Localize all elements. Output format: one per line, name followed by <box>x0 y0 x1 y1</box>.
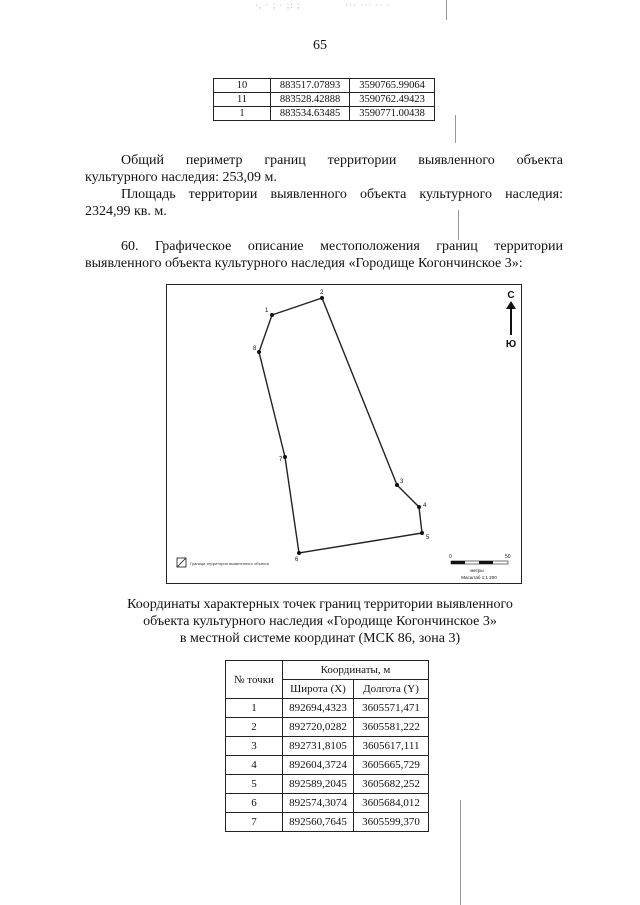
table-row <box>226 775 429 794</box>
y-cell: 3590765.99064 <box>350 79 435 93</box>
map-label-3: 3 <box>400 479 404 485</box>
point-cell: 3 <box>226 737 283 756</box>
point-cell: 4 <box>226 756 283 775</box>
x-cell: 892694,4323 <box>283 699 354 718</box>
caption-line-2: объекта культурного наследия «Городище Когончинское 3» <box>143 614 497 629</box>
map-point-5 <box>420 531 424 535</box>
point-cell: 10 <box>214 79 271 93</box>
map-point-6 <box>297 551 301 555</box>
map-point-2 <box>320 296 324 300</box>
map-point-7 <box>283 455 287 459</box>
scan-line-top <box>446 0 447 20</box>
y-cell: 3605571,471 <box>354 699 429 718</box>
scan-line-bottom <box>460 800 461 905</box>
map-label-1: 1 <box>265 308 269 314</box>
compass-north-label: С <box>507 290 515 301</box>
scan-line-mid <box>455 115 456 143</box>
map-label-6: 6 <box>295 557 299 563</box>
map-label-4: 4 <box>423 503 427 509</box>
scale-end: 50 <box>505 554 511 560</box>
section-60-heading <box>85 238 563 272</box>
map-label-7: 7 <box>279 457 283 463</box>
table-row <box>214 107 435 121</box>
x-cell: 883528.42888 <box>271 93 350 107</box>
x-cell: 892589,2045 <box>283 775 354 794</box>
y-cell: 3605617,111 <box>354 737 429 756</box>
boundary-polygon <box>259 298 422 553</box>
y-cell: 3605665,729 <box>354 756 429 775</box>
x-cell: 892604,3724 <box>283 756 354 775</box>
point-cell: 2 <box>226 718 283 737</box>
point-cell: 5 <box>226 775 283 794</box>
boundary-map-svg <box>167 285 521 583</box>
map-point-3 <box>395 483 399 487</box>
map-label-8: 8 <box>253 346 257 352</box>
map-point-1 <box>270 313 274 317</box>
scale-zero: 0 <box>449 554 452 560</box>
header-coordinates: Координаты, м <box>283 661 429 680</box>
header-latitude: Широта (X) <box>283 680 354 699</box>
legend-text: Граница территории выявленного объекта <box>190 561 269 566</box>
table-row <box>214 79 435 93</box>
boundary-map <box>166 284 522 584</box>
area-line-1: Площадь территории выявленного объекта культурного наследия: <box>121 187 563 202</box>
point-cell: 1 <box>214 107 271 121</box>
compass-south-label: Ю <box>505 339 517 350</box>
table-row <box>226 756 429 775</box>
perimeter-line-1: Общий периметр границ территории выявленного объекта <box>121 153 563 168</box>
coordinates-caption <box>60 596 580 647</box>
x-cell: 892560,7645 <box>283 813 354 832</box>
perimeter-line-2: культурного наследия: 253,09 м. <box>85 170 277 185</box>
north-arrow-icon <box>506 290 516 350</box>
header-longitude: Долгота (Y) <box>354 680 429 699</box>
point-cell: 7 <box>226 813 283 832</box>
scale-ratio: Масштаб 1:1 200 <box>461 575 497 580</box>
map-point-4 <box>417 505 421 509</box>
point-cell: 11 <box>214 93 271 107</box>
x-cell: 892731,8105 <box>283 737 354 756</box>
scan-artifact-right: ··· ··· ·· · <box>345 0 391 10</box>
map-label-2: 2 <box>320 290 324 296</box>
perimeter-paragraph <box>85 152 563 186</box>
x-cell: 892720,0282 <box>283 718 354 737</box>
y-cell: 3605682,252 <box>354 775 429 794</box>
point-cell: 6 <box>226 794 283 813</box>
table-row <box>226 813 429 832</box>
page-number: 65 <box>313 38 327 53</box>
top-coordinates-table <box>213 78 435 121</box>
area-line-2: 2324,99 кв. м. <box>85 204 167 219</box>
caption-line-1: Координаты характерных точек границ территории выявленного <box>127 597 513 612</box>
caption-line-3: в местной системе координат (МСК 86, зона 3) <box>179 631 461 646</box>
y-cell: 3605684,012 <box>354 794 429 813</box>
y-cell: 3605581,222 <box>354 718 429 737</box>
table-row <box>226 737 429 756</box>
scan-artifact-left: ·, · ; · ;: ; <box>255 0 301 10</box>
header-point-number: № точки <box>226 661 283 699</box>
x-cell: 892574,3074 <box>283 794 354 813</box>
table-row <box>226 794 429 813</box>
x-cell: 883534.63485 <box>271 107 350 121</box>
y-cell: 3605599,370 <box>354 813 429 832</box>
scale-bar <box>449 554 511 580</box>
table-row <box>226 718 429 737</box>
table-row <box>226 699 429 718</box>
map-label-5: 5 <box>426 535 430 541</box>
section-line-2: выявленного объекта культурного наследия «Городище Когончинское 3»: <box>85 256 523 271</box>
section-line-1: 60. Графическое описание местоположения границ территории <box>121 239 563 254</box>
coordinates-table <box>225 660 429 832</box>
scale-unit: метры <box>470 568 484 573</box>
map-legend <box>177 558 270 567</box>
y-cell: 3590771.00438 <box>350 107 435 121</box>
y-cell: 3590762.49423 <box>350 93 435 107</box>
area-paragraph <box>85 186 563 220</box>
table-row <box>214 93 435 107</box>
map-point-8 <box>257 350 261 354</box>
table-header-row <box>226 661 429 680</box>
point-cell: 1 <box>226 699 283 718</box>
x-cell: 883517.07893 <box>271 79 350 93</box>
